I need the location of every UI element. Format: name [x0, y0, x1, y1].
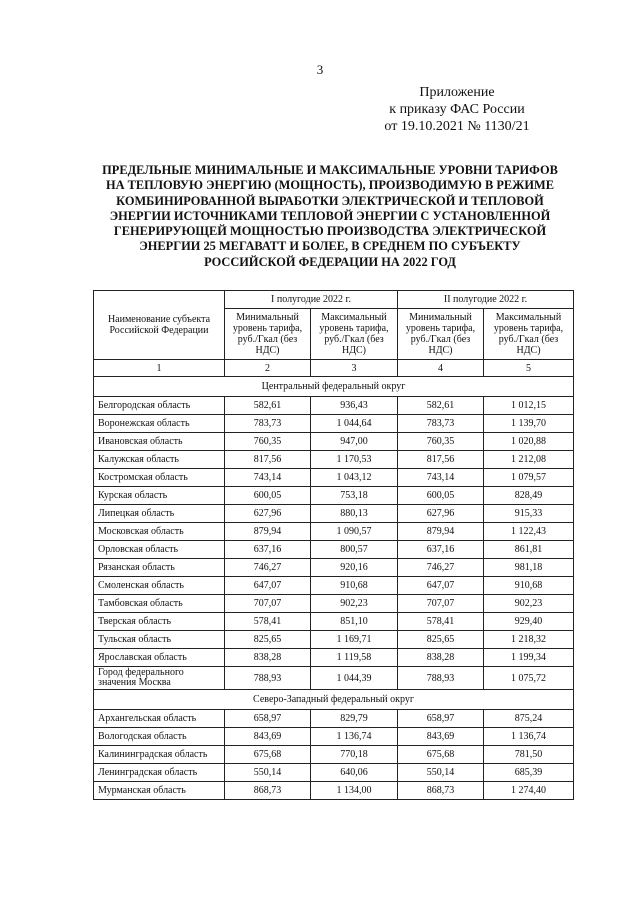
subject-name: Рязанская область [94, 559, 225, 577]
header-row-periods [94, 291, 574, 309]
subject-name: Ленинградская область [94, 764, 225, 782]
tariff-value: 1 090,57 [311, 523, 398, 541]
table-row [94, 667, 574, 690]
subject-name: Липецкая область [94, 505, 225, 523]
tariff-value: 746,27 [398, 559, 484, 577]
tariff-value: 1 122,43 [484, 523, 574, 541]
subject-name: Калужская область [94, 451, 225, 469]
column-header-half-1: I полугодие 2022 г. [225, 291, 398, 309]
table-row [94, 764, 574, 782]
table-row [94, 469, 574, 487]
tariff-value: 627,96 [398, 505, 484, 523]
tariff-value: 550,14 [398, 764, 484, 782]
tariff-value: 1 199,34 [484, 649, 574, 667]
tariff-value: 843,69 [225, 728, 311, 746]
subject-name: Тверская область [94, 613, 225, 631]
table-row [94, 595, 574, 613]
table-row [94, 631, 574, 649]
column-header-subject: Наименование субъекта Российской Федерации [94, 291, 225, 360]
tariff-value: 1 169,71 [311, 631, 398, 649]
column-number: 3 [311, 360, 398, 377]
tariff-value: 868,73 [225, 782, 311, 800]
subject-name: Воронежская область [94, 415, 225, 433]
table-row [94, 451, 574, 469]
tariff-value: 582,61 [398, 397, 484, 415]
tariff-value: 743,14 [398, 469, 484, 487]
tariff-value: 675,68 [398, 746, 484, 764]
tariff-value: 582,61 [225, 397, 311, 415]
tariff-value: 875,24 [484, 710, 574, 728]
tariff-value: 550,14 [225, 764, 311, 782]
tariff-value: 1 079,57 [484, 469, 574, 487]
tariff-value: 1 134,00 [311, 782, 398, 800]
tariff-value: 578,41 [398, 613, 484, 631]
tariff-value: 743,14 [225, 469, 311, 487]
column-number: 5 [484, 360, 574, 377]
tariff-value: 600,05 [225, 487, 311, 505]
tariff-value: 1 274,40 [484, 782, 574, 800]
tariff-value: 829,79 [311, 710, 398, 728]
subject-name: Костромская область [94, 469, 225, 487]
district-name: Северо-Западный федеральный округ [94, 690, 574, 710]
tariff-value: 707,07 [225, 595, 311, 613]
tariff-value: 658,97 [398, 710, 484, 728]
appendix-line-2: к приказу ФАС России [389, 102, 525, 117]
subject-name: Тульская область [94, 631, 225, 649]
tariff-value: 788,93 [398, 667, 484, 690]
tariff-value: 920,16 [311, 559, 398, 577]
tariff-value: 825,65 [398, 631, 484, 649]
tariff-value: 910,68 [311, 577, 398, 595]
tariff-value: 817,56 [225, 451, 311, 469]
tariff-value: 1 044,64 [311, 415, 398, 433]
tariff-value: 1 212,08 [484, 451, 574, 469]
tariff-value: 838,28 [225, 649, 311, 667]
tariff-value: 1 012,15 [484, 397, 574, 415]
tariff-value: 637,16 [225, 541, 311, 559]
table-row [94, 523, 574, 541]
table-row [94, 505, 574, 523]
table-row [94, 487, 574, 505]
appendix-line-3: от 19.10.2021 № 1130/21 [384, 119, 530, 134]
subject-name: Белгородская область [94, 397, 225, 415]
tariff-value: 851,10 [311, 613, 398, 631]
tariff-value: 838,28 [398, 649, 484, 667]
subject-name: Вологодская область [94, 728, 225, 746]
subject-name: Город федерального значения Москва [94, 667, 225, 690]
table-row [94, 415, 574, 433]
tariff-value: 825,65 [225, 631, 311, 649]
table-row [94, 782, 574, 800]
column-header-min-1: Минимальный уровень тарифа, руб./Гкал (без НДС) [225, 309, 311, 360]
tariff-value: 685,39 [484, 764, 574, 782]
table-row [94, 433, 574, 451]
subject-name: Курская область [94, 487, 225, 505]
tariff-value: 936,43 [311, 397, 398, 415]
table-body [94, 377, 574, 800]
table-row [94, 613, 574, 631]
page-number: 3 [316, 62, 324, 77]
table-row [94, 649, 574, 667]
tariff-value: 783,73 [398, 415, 484, 433]
tariff-value: 781,50 [484, 746, 574, 764]
subject-name: Смоленская область [94, 577, 225, 595]
column-number-row [94, 360, 574, 377]
district-row [94, 690, 574, 710]
tariff-value: 658,97 [225, 710, 311, 728]
tariff-value: 800,57 [311, 541, 398, 559]
tariff-value: 760,35 [225, 433, 311, 451]
column-number: 1 [94, 360, 225, 377]
tariff-value: 675,68 [225, 746, 311, 764]
tariff-value: 868,73 [398, 782, 484, 800]
column-header-half-2: II полугодие 2022 г. [398, 291, 574, 309]
district-row [94, 377, 574, 397]
tariff-value: 1 136,74 [311, 728, 398, 746]
tariff-value: 861,81 [484, 541, 574, 559]
table-row [94, 746, 574, 764]
tariff-value: 1 218,32 [484, 631, 574, 649]
appendix-block [372, 84, 542, 135]
tariff-value: 600,05 [398, 487, 484, 505]
tariff-value: 637,16 [398, 541, 484, 559]
appendix-line-1: Приложение [419, 85, 495, 100]
tariff-value: 783,73 [225, 415, 311, 433]
tariff-value: 843,69 [398, 728, 484, 746]
tariff-value: 640,06 [311, 764, 398, 782]
column-header-max-1: Максимальный уровень тарифа, руб./Гкал (без НДС) [311, 309, 398, 360]
subject-name: Орловская область [94, 541, 225, 559]
subject-name: Московская область [94, 523, 225, 541]
tariff-value: 817,56 [398, 451, 484, 469]
tariff-value: 1 020,88 [484, 433, 574, 451]
tariff-value: 929,40 [484, 613, 574, 631]
tariff-value: 746,27 [225, 559, 311, 577]
tariff-value: 1 119,58 [311, 649, 398, 667]
column-number: 2 [225, 360, 311, 377]
tariff-value: 1 075,72 [484, 667, 574, 690]
tariff-value: 879,94 [225, 523, 311, 541]
tariff-value: 902,23 [311, 595, 398, 613]
column-header-min-2: Минимальный уровень тарифа, руб./Гкал (без НДС) [398, 309, 484, 360]
tariff-value: 879,94 [398, 523, 484, 541]
subject-name: Ивановская область [94, 433, 225, 451]
table-row [94, 397, 574, 415]
tariff-value: 947,00 [311, 433, 398, 451]
tariff-value: 647,07 [398, 577, 484, 595]
column-number: 4 [398, 360, 484, 377]
district-name: Центральный федеральный округ [94, 377, 574, 397]
tariff-value: 915,33 [484, 505, 574, 523]
tariff-value: 578,41 [225, 613, 311, 631]
tariff-value: 770,18 [311, 746, 398, 764]
column-header-max-2: Максимальный уровень тарифа, руб./Гкал (без НДС) [484, 309, 574, 360]
tariff-value: 1 139,70 [484, 415, 574, 433]
table-row [94, 559, 574, 577]
tariff-value: 1 170,53 [311, 451, 398, 469]
table-row [94, 541, 574, 559]
document-title: ПРЕДЕЛЬНЫЕ МИНИМАЛЬНЫЕ И МАКСИМАЛЬНЫЕ УРОВНИ ТАРИФОВ НА ТЕПЛОВУЮ ЭНЕРГИЮ (МОЩНОСТЬ), ПРОИЗВОДИМУЮ В РЕЖИМЕ КОМБИНИРОВАННОЙ ВЫРАБОТКИ ЭЛЕКТРИЧЕСКОЙ И ТЕПЛОВОЙ ЭНЕРГИИ ИСТОЧНИКАМИ ТЕПЛОВОЙ ЭНЕРГИИ С УСТАНОВЛЕННОЙ ГЕНЕРИРУЮЩЕЙ МОЩНОСТЬЮ ПРОИЗВОДСТВА ЭЛЕКТРИЧЕСКОЙ ЭНЕРГИИ 25 МЕГАВАТТ И БОЛЕЕ, В СРЕДНЕМ ПО СУБЪЕКТУ РОССИЙСКОЙ ФЕДЕРАЦИИ НА 2022 ГОД [102, 163, 558, 269]
subject-name: Тамбовская область [94, 595, 225, 613]
table-row [94, 728, 574, 746]
table-row [94, 710, 574, 728]
table-row [94, 577, 574, 595]
subject-name: Архангельская область [94, 710, 225, 728]
tariff-value: 788,93 [225, 667, 311, 690]
tariff-value: 707,07 [398, 595, 484, 613]
subject-name: Ярославская область [94, 649, 225, 667]
tariff-value: 902,23 [484, 595, 574, 613]
tariff-value: 981,18 [484, 559, 574, 577]
tariff-value: 1 044,39 [311, 667, 398, 690]
tariff-value: 880,13 [311, 505, 398, 523]
tariff-value: 647,07 [225, 577, 311, 595]
tariff-value: 760,35 [398, 433, 484, 451]
tariff-value: 910,68 [484, 577, 574, 595]
tariff-value: 627,96 [225, 505, 311, 523]
tariff-table [93, 290, 574, 800]
tariff-value: 828,49 [484, 487, 574, 505]
subject-name: Мурманская область [94, 782, 225, 800]
subject-name: Калининградская область [94, 746, 225, 764]
tariff-value: 1 136,74 [484, 728, 574, 746]
tariff-value: 753,18 [311, 487, 398, 505]
tariff-value: 1 043,12 [311, 469, 398, 487]
